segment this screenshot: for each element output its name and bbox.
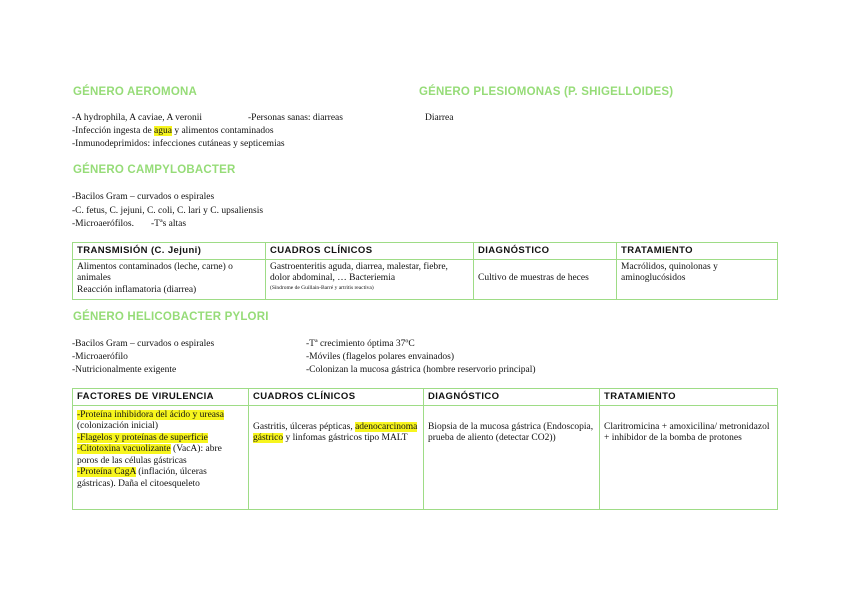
cell-tratamiento: Claritromicina + amoxicilina/ metronidazol + inhibidor de la bomba de protones	[600, 405, 778, 509]
aeromona-line-infection: -Infección ingesta de agua y alimentos contaminados	[72, 126, 274, 136]
cell-transmision: Alimentos contaminados (leche, carne) o animales Reacción inflamatoria (diarrea)	[73, 259, 266, 299]
helicobacter-left-2: -Microaerófilo	[72, 352, 128, 362]
aeromona-line-immuno: -Inmunodeprimidos: infecciones cutáneas y septicemias	[72, 139, 285, 149]
col-header-diagnostico: DIAGNÓSTICO	[474, 243, 617, 260]
helicobacter-table-header	[73, 389, 778, 406]
col-header-factores: FACTORES DE VIRULENCIA	[73, 389, 249, 406]
campylobacter-line-species: -C. fetus, C. jejuni, C. coli, C. lari y C. upsaliensis	[72, 206, 264, 216]
helicobacter-left-1: -Bacilos Gram – curvados o espirales	[72, 339, 215, 349]
plesiomonas-heading: GÉNERO PLESIOMONAS (P. SHIGELLOIDES)	[419, 86, 674, 98]
aeromona-line-species: -A hydrophila, A caviae, A veronii	[72, 113, 203, 123]
helicobacter-right-2: -Móviles (flagelos polares envainados)	[306, 352, 454, 362]
cell-factores: -Proteína inhibidora del ácido y ureasa (colonización inicial) -Flagelos y proteínas de superficie -Citotoxina vacuolizante (VacA): abre poros de las células gástricas -Proteína CagA (inflación, úlceras gástricas). Daña el citoesqueleto	[73, 405, 249, 509]
cell-cuadros: Gastroenteritis aguda, diarrea, malestar, fiebre, dolor abdominal, … Bacteriemia (Síndrome de Guillain-Barré y artritis reactiva)	[266, 259, 474, 299]
col-header-diagnostico: DIAGNÓSTICO	[424, 389, 600, 406]
cell-cuadros-note: (Síndrome de Guillain-Barré y artritis reactiva)	[270, 284, 374, 291]
cell-diagnostico: Cultivo de muestras de heces	[474, 259, 617, 299]
table-row	[73, 405, 778, 509]
highlight-adenocarcinoma: adenocarcinoma gástrico	[253, 421, 418, 443]
cell-diagnostico: Biopsia de la mucosa gástrica (Endoscopia, prueba de aliento (detectar CO2))	[424, 405, 600, 509]
cell-tratamiento: Macrólidos, quinolonas y aminoglucósidos	[617, 259, 778, 299]
col-header-tratamiento: TRATAMIENTO	[617, 243, 778, 260]
col-header-tratamiento: TRATAMIENTO	[600, 389, 778, 406]
helicobacter-right-1: -Tª crecimiento óptima 37ºC	[306, 339, 415, 349]
cell-cuadros: Gastritis, úlceras pépticas, adenocarcinoma gástrico y linfomas gástricos tipo MALT	[249, 405, 424, 509]
helicobacter-table	[72, 388, 778, 510]
helicobacter-heading: GÉNERO HELICOBACTER PYLORI	[73, 311, 269, 323]
helicobacter-right-3: -Colonizan la mucosa gástrica (hombre reservorio principal)	[306, 365, 536, 375]
campylobacter-line-bacilos: -Bacilos Gram – curvados o espirales	[72, 192, 215, 202]
campylobacter-heading: GÉNERO CAMPYLOBACTER	[73, 164, 236, 176]
table-row	[73, 259, 778, 299]
aeromona-line-healthy: -Personas sanas: diarreas	[248, 113, 343, 123]
col-header-transmision: TRANSMISIÓN (C. Jejuni)	[73, 243, 266, 260]
campylobacter-line-microaerofilos: -Microaerófilos.	[72, 219, 134, 229]
campylobacter-table	[72, 242, 778, 300]
aeromona-heading: GÉNERO AEROMONA	[73, 86, 197, 98]
col-header-cuadros: CUADROS CLÍNICOS	[266, 243, 474, 260]
col-header-cuadros: CUADROS CLÍNICOS	[249, 389, 424, 406]
helicobacter-left-3: -Nutricionalmente exigente	[72, 365, 177, 375]
highlight-agua: agua	[154, 126, 172, 136]
campylobacter-table-header	[73, 243, 778, 260]
plesiomonas-line-diarrea: Diarrea	[425, 113, 454, 123]
campylobacter-line-temp: -Tªs altas	[151, 219, 187, 229]
